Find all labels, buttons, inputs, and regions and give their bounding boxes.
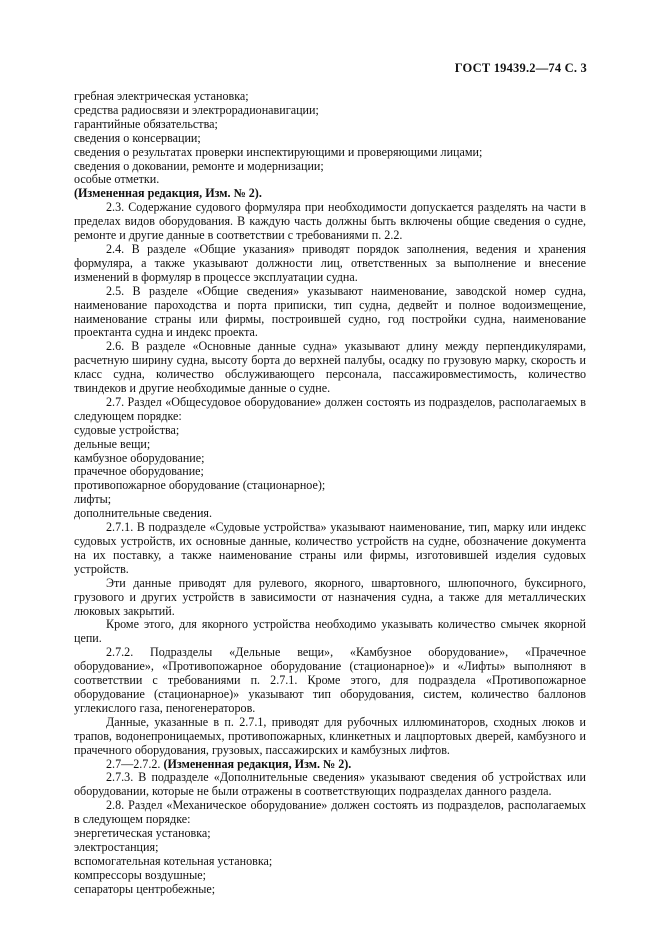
paragraph-these-data: Эти данные приводят для рулевого, якорного, швартовного, шлюпочного, буксирного, грузового и других устройств в зависимости от назначения судна, а также для металлических люковых закрытий. — [74, 575, 586, 618]
paragraph-2-4: 2.4. В разделе «Общие указания» приводят порядок заполнения, ведения и хранения формуляра, а также указывают должности лиц, ответственных за выполнение и внесение изменений в формуляр в процессе эксплуатации судна. — [74, 241, 586, 284]
amendment-text: (Измененная редакция, Изм. № 2). — [163, 756, 352, 771]
list-item: сепараторы центробежные; — [74, 881, 216, 896]
list-item: прачечное оборудование; — [74, 464, 204, 479]
list-item: камбузное оборудование; — [74, 450, 205, 465]
list-item: противопожарное оборудование (стационарное); — [74, 478, 326, 493]
mechanical-equipment-subsections-list — [74, 827, 586, 897]
list-item: дополнительные сведения. — [74, 506, 212, 521]
paragraph-2-7-3: 2.7.3. В подразделе «Дополнительные сведения» указывают сведения об устройствах или оборудовании, которые не были отражены в соответствующих подразделах данного раздела. — [74, 770, 586, 799]
paragraph-2-3: 2.3. Содержание судового формуляра при необходимости допускается разделять на части в пределах видов оборудования. В каждую часть должны быть включены общие сведения о судне, ремонте и другие данные в соответствии с требованиями п. 2.2. — [74, 200, 586, 243]
list-item: электростанция; — [74, 839, 159, 854]
page-header: ГОСТ 19439.2—74 С. 3 — [454, 61, 587, 75]
paragraph-2-7-1: 2.7.1. В подразделе «Судовые устройства» указывают наименование, тип, марку или индекс судовых устройств, их основные данные, количество устройств на судне, обозначение документа на их поставку, а также наименование страны или фирмы, изготовившей изделия судовых устройств. — [74, 520, 586, 576]
list-item: гребная электрическая установка; — [74, 89, 249, 103]
list-item: сведения о консервации; — [74, 130, 201, 145]
paragraph-2-6: 2.6. В разделе «Основные данные судна» указывают длину между перпендикулярами, расчетную ширину судна, высоту борта до верхней палубы, осадку по грузовую марку, скорость и класс судна, количество обслуживающего персонала, пассажировместимость, количество твиндеков и другие необходимые данные о судне. — [74, 339, 586, 396]
amendment-note-2 — [74, 758, 586, 772]
list-item: сведения о результатах проверки инспектирующими и проверяющими лицами; — [74, 144, 483, 159]
list-item: лифты; — [74, 492, 112, 507]
list-item: особые отметки. — [74, 172, 160, 187]
equipment-list-continued — [74, 90, 586, 187]
list-item: энергетическая установка; — [74, 826, 211, 841]
list-item: вспомогательная котельная установка; — [74, 853, 273, 868]
amendment-note: (Измененная редакция, Изм. № 2). — [74, 186, 262, 201]
list-item: компрессоры воздушные; — [74, 867, 206, 882]
list-item: гарантийные обязательства; — [74, 116, 218, 131]
paragraph-2-8: 2.8. Раздел «Механическое оборудование» должен состоять из подразделов, располагаемых в следующем порядке: — [74, 798, 586, 827]
list-item: сведения о доковании, ремонте и модернизации; — [74, 158, 324, 173]
list-item: средства радиосвязи и электрорадионавигации; — [74, 102, 319, 117]
paragraph-2-7: 2.7. Раздел «Общесудовое оборудование» должен состоять из подразделов, располагаемых в следующем порядке: — [74, 394, 586, 423]
paragraph-2-5: 2.5. В разделе «Общие сведения» указывают наименование, заводской номер судна, наименование пароходства и порта приписки, тип судна, дедвейт и полное водоизмещение, наименование страны или фирмы, построившей судно, год постройки судна, наименование проектанта судна и индекс проекта. — [74, 283, 586, 340]
paragraph-data-given: Данные, указанные в п. 2.7.1, приводят для рубочных иллюминаторов, сходных люков и трапов, водонепроницаемых, противопожарных, клинкетных и лацпортовых дверей, камбузного и прачечного оборудования, грузовых, пассажирских и камбузных лифтов. — [74, 714, 586, 757]
paragraph-anchor: Кроме этого, для якорного устройства необходимо указывать количество смычек якорной цепи. — [74, 617, 586, 646]
list-item: дельные вещи; — [74, 436, 151, 451]
paragraph-2-7-2: 2.7.2. Подразделы «Дельные вещи», «Камбузное оборудование», «Прачечное оборудование», «Противопожарное оборудование (стационарное)» и «Лифты» выполняют в соответствии с требованиями п. 2.7.1. Кроме этого, для подраздела «Противопожарное оборудование (стационарное)» указывают тип оборудования, систем, количество баллонов углекислого газа, пеногенераторов. — [74, 645, 586, 715]
amendment-range: 2.7—2.7.2. — [106, 756, 164, 771]
document-body — [74, 90, 586, 897]
general-equipment-subsections-list — [74, 424, 586, 521]
list-item: судовые устройства; — [74, 422, 180, 437]
